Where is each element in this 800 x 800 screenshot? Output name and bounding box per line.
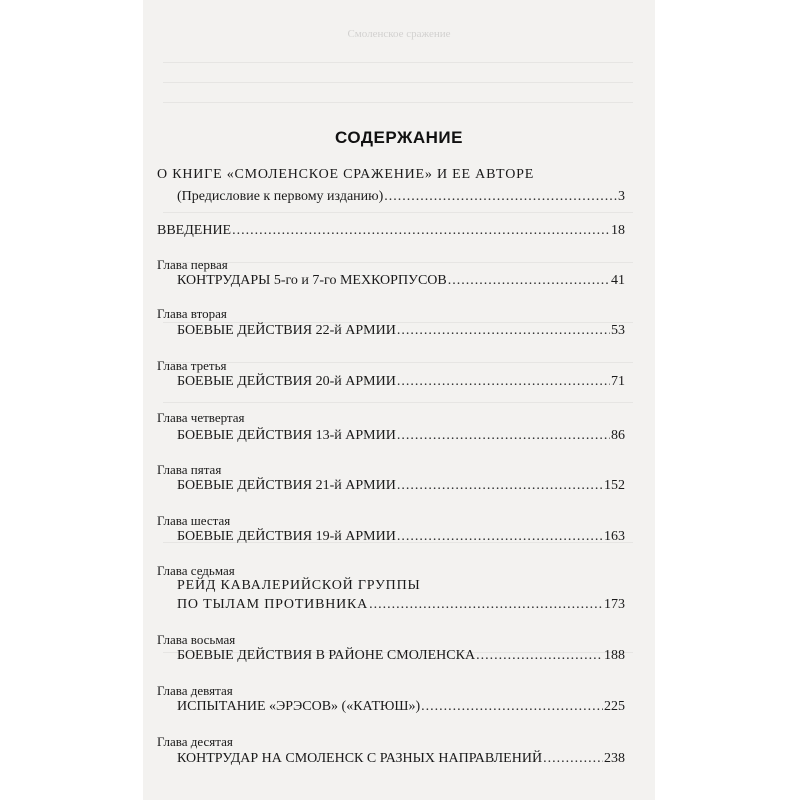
toc-entry-chapter-4 [177,428,625,444]
chapter-title: ИСПЫТАНИЕ «ЭРЭСОВ» («КАТЮШ») [177,699,421,714]
page-number: 188 [604,648,625,663]
leader-dots [232,223,610,239]
book-page [143,0,655,800]
chapter-label: Глава четвертая [157,410,245,425]
page-number: 71 [611,374,625,389]
toc-entry-chapter-10 [177,751,625,767]
chapter-label: Глава седьмая [157,563,235,578]
leader-dots [397,323,610,339]
bleed-through-line [163,212,633,213]
preface-title-text: О КНИГЕ «СМОЛЕНСКОЕ СРАЖЕНИЕ» И ЕЕ АВТОРЕ [157,167,535,182]
bleed-through-line [163,362,633,363]
chapter-title: БОЕВЫЕ ДЕЙСТВИЯ 22-й АРМИИ [177,323,396,338]
chapter-label: Глава третья [157,358,227,373]
chapter-title-first-line [177,578,625,594]
chapter-title-continued: ПО ТЫЛАМ ПРОТИВНИКА [177,597,369,612]
leader-dots [448,273,610,289]
bleed-through-line [163,262,633,263]
bleed-through-line [163,82,633,83]
chapter-title: БОЕВЫЕ ДЕЙСТВИЯ В РАЙОНЕ СМОЛЕНСКА [177,648,476,663]
running-head: Смоленское сражение [347,28,451,40]
leader-dots [397,478,603,494]
leader-dots [397,529,603,545]
page-number: 3 [618,189,625,204]
chapter-title: БОЕВЫЕ ДЕЙСТВИЯ 19-й АРМИИ [177,529,396,544]
toc-entry-chapter-7 [177,597,625,613]
chapter-title: КОНТРУДАРЫ 5-го и 7-го МЕХКОРПУСОВ [177,273,447,288]
toc-entry-chapter-5 [177,478,625,494]
page-number: 86 [611,428,625,443]
toc-entry-chapter-9 [177,699,625,715]
toc-entry-chapter-3 [177,374,625,390]
leader-dots [421,699,603,715]
toc-entry-intro [157,223,625,239]
toc-entry-chapter-1 [177,273,625,289]
leader-dots [397,374,610,390]
toc-entry-chapter-8 [177,648,625,664]
toc-entry-chapter-6 [177,529,625,545]
page-number: 238 [604,751,625,766]
chapter-label: Глава десятая [157,734,233,749]
chapter-label: Глава восьмая [157,632,236,647]
chapter-label: Глава первая [157,257,228,272]
chapter-title: БОЕВЫЕ ДЕЙСТВИЯ 21-й АРМИИ [177,478,396,493]
leader-dots [369,597,603,613]
intro-title: ВВЕДЕНИЕ [157,223,232,238]
chapter-label: Глава шестая [157,513,231,528]
toc-title: СОДЕРЖАНИЕ [335,128,463,147]
preface-title [157,167,623,183]
bleed-through-line [163,102,633,103]
page-number: 225 [604,699,625,714]
chapter-label: Глава вторая [157,306,227,321]
chapter-label: Глава пятая [157,462,222,477]
bleed-through-line [163,62,633,63]
chapter-title: БОЕВЫЕ ДЕЙСТВИЯ 13-й АРМИИ [177,428,396,443]
page-number: 53 [611,323,625,338]
toc-entry-preface [177,189,625,205]
bleed-through-line [163,402,633,403]
toc-entry-chapter-2 [177,323,625,339]
page-number: 18 [611,223,625,238]
chapter-label: Глава девятая [157,683,233,698]
chapter-title: РЕЙД КАВАЛЕРИЙСКОЙ ГРУППЫ [177,578,421,593]
leader-dots [476,648,603,664]
leader-dots [543,751,603,767]
page-number: 152 [604,478,625,493]
chapter-title: КОНТРУДАР НА СМОЛЕНСК С РАЗНЫХ НАПРАВЛЕНИЙ [177,751,543,766]
leader-dots [397,428,610,444]
leader-dots [384,189,617,205]
preface-subtitle: (Предисловие к первому изданию) [177,189,384,204]
page-number: 41 [611,273,625,288]
page-number: 163 [604,529,625,544]
chapter-title: БОЕВЫЕ ДЕЙСТВИЯ 20-й АРМИИ [177,374,396,389]
page-number: 173 [604,597,625,612]
